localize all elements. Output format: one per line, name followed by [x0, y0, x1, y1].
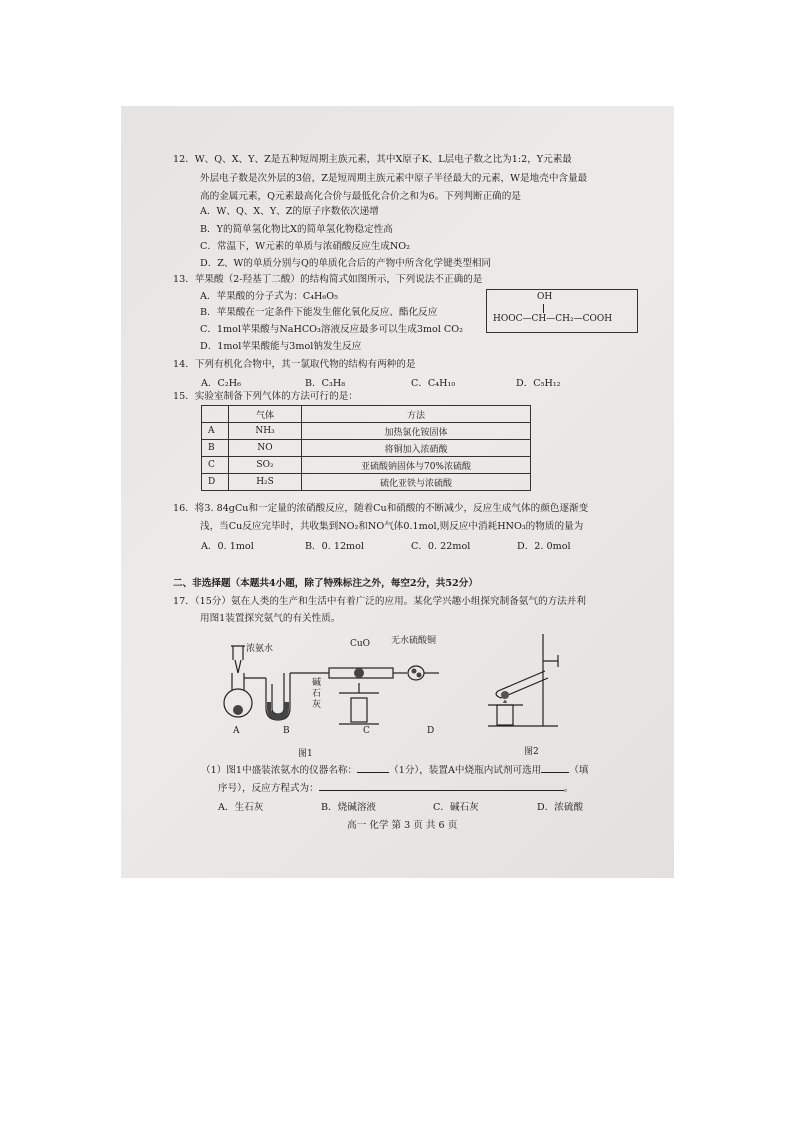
q12-option-c: C．常温下，W元素的单质与浓硝酸反应生成NO₂: [200, 241, 410, 252]
figure2-caption: 图2: [524, 747, 539, 757]
q17-sub1-text-a: （1）图1中盛装浓氨水的仪器名称：: [201, 765, 358, 776]
table-cell: B: [202, 440, 229, 457]
q13-stem: 13．苹果酸（2-羟基丁二酸）的结构简式如图所示，下列说法不正确的是: [173, 274, 483, 285]
table-header-row: [202, 406, 531, 423]
table-cell: C: [202, 457, 229, 474]
q17-sub1-line2: [218, 782, 573, 795]
table-cell: SO₂: [229, 457, 302, 474]
table-cell: H₂S: [229, 474, 302, 491]
table-cell: D: [202, 474, 229, 491]
q13-option-d: D．1mol苹果酸能与3mol钠发生反应: [200, 341, 362, 352]
page-footer: 高一 化学 第 3 页 共 6 页: [347, 820, 458, 831]
q13-option-a: A．苹果酸的分子式为：C₄H₆O₅: [200, 291, 338, 302]
q16-stem-line1: 16．将3. 84gCu和一定量的浓硝酸反应，随着Cu和硝酸的不断减少，反应生成气体的颜色逐渐变: [173, 503, 589, 514]
q12-stem-line1: 12．W、Q、X、Y、Z是五种短周期主族元素，其中X原子K、L层电子数之比为1:2，Y元素最: [173, 154, 572, 165]
figure2-apparatus: [483, 631, 578, 731]
table-row: [202, 457, 531, 474]
answer-blank[interactable]: [357, 772, 389, 773]
q13-option-b: B．苹果酸在一定条件下能发生催化氧化反应、酯化反应: [200, 307, 438, 318]
structure-oh-label: OH: [537, 292, 553, 302]
q16-option-a: A．0. 1mol: [201, 541, 254, 552]
table-cell: NO: [229, 440, 302, 457]
figure1-caption: 图1: [298, 749, 313, 759]
table-header-cell: 方法: [302, 406, 531, 423]
q14-option-d: D．C₅H₁₂: [516, 378, 561, 389]
q16-option-d: D．2. 0mol: [517, 541, 571, 552]
table-row: [202, 440, 531, 457]
q17-sub1-text-c: （填: [569, 765, 589, 776]
table-header-cell: 气体: [229, 406, 302, 423]
q17-sub1-end: 。: [563, 783, 574, 794]
q17-sub1-line1: [201, 764, 588, 777]
table-cell: A: [202, 423, 229, 440]
structure-main-chain: HOOC—CH—CH₂—COOH: [493, 314, 613, 324]
q14-option-c: C．C₄H₁₀: [411, 378, 456, 389]
section-2-heading: 二、非选择题（本题共4小题，除了特殊标注之外，每空2分，共52分）: [173, 578, 478, 589]
q12-stem-line3: 高的金属元素，Q元素最高化合价与最低化合价之和为6。下列判断正确的是: [200, 191, 521, 202]
q17-choice-a: A．生石灰: [218, 802, 264, 813]
q12-option-a: A．W、Q、X、Y、Z的原子序数依次递增: [200, 206, 379, 217]
q17-choice-b: B．烧碱溶液: [321, 802, 377, 813]
q14-option-a: A．C₂H₆: [201, 378, 241, 389]
q17-stem-line2: 用图1装置探究氨气的有关性质。: [200, 613, 341, 624]
q17-stem-line1: 17．（15分）氨在人类的生产和生活中有着广泛的应用。某化学兴趣小组探究制备氨气的方法并利: [173, 596, 586, 607]
q17-choice-c: C．碱石灰: [433, 802, 479, 813]
label-cuo: CuO: [350, 639, 371, 649]
q16-stem-line2: 浅，当Cu反应完毕时，共收集到NO₂和NO气体0.1mol,则反应中消耗HNO₃的物质的量为: [200, 521, 584, 532]
table-row: [202, 474, 531, 491]
label-apparatus-a: A: [233, 726, 240, 736]
scanned-page: [121, 106, 674, 878]
q16-option-c: C．0. 22mol: [411, 541, 471, 552]
q16-option-b: B．0. 12mol: [305, 541, 364, 552]
q17-sub1-text-d: 序号），反应方程式为：: [218, 783, 319, 794]
table-header-cell: [202, 406, 229, 423]
answer-blank[interactable]: [319, 790, 564, 791]
q14-stem: 14．下列有机化合物中，其一氯取代物的结构有两种的是: [173, 359, 416, 370]
table-cell: NH₃: [229, 423, 302, 440]
q13-option-c: C．1mol苹果酸与NaHCO₃溶液反应最多可以生成3mol CO₂: [200, 324, 463, 335]
answer-blank[interactable]: [541, 772, 569, 773]
label-apparatus-c: C: [363, 726, 370, 736]
label-apparatus-b: B: [283, 726, 290, 736]
q14-option-b: B．C₃H₈: [305, 378, 346, 389]
table-row: [202, 423, 531, 440]
q15-stem: 15．实验室制备下列气体的方法可行的是：: [173, 391, 358, 402]
label-apparatus-d: D: [427, 726, 435, 736]
table-cell: 亚硫酸钠固体与70%浓硫酸: [302, 457, 531, 474]
label-soda-lime: 碱石灰: [312, 678, 322, 710]
q12-option-d: D．Z、W的单质分别与Q的单质化合后的产物中所含化学键类型相同: [200, 258, 492, 269]
table-cell: 硫化亚铁与浓硫酸: [302, 474, 531, 491]
label-anhydrous-cuso4: 无水硫酸铜: [391, 636, 437, 646]
structure-bond-line: [543, 304, 544, 313]
q17-choice-d: D．浓硫酸: [537, 802, 584, 813]
table-cell: 加热氯化铵固体: [302, 423, 531, 440]
q12-stem-line2: 外层电子数是次外层的3倍，Z是短周期主族元素中原子半径最大的元素，W是地壳中含量最: [200, 173, 588, 184]
malic-acid-structure-box: [486, 289, 638, 333]
q17-sub1-text-b: （1分），装置A中烧瓶内试剂可选用: [389, 765, 542, 776]
label-conc-ammonia: 浓氨水: [246, 644, 274, 654]
q15-table: [201, 405, 531, 491]
table-cell: 将铜加入浓硝酸: [302, 440, 531, 457]
q12-option-b: B．Y的简单氢化物比X的简单氢化物稳定性高: [200, 224, 393, 235]
